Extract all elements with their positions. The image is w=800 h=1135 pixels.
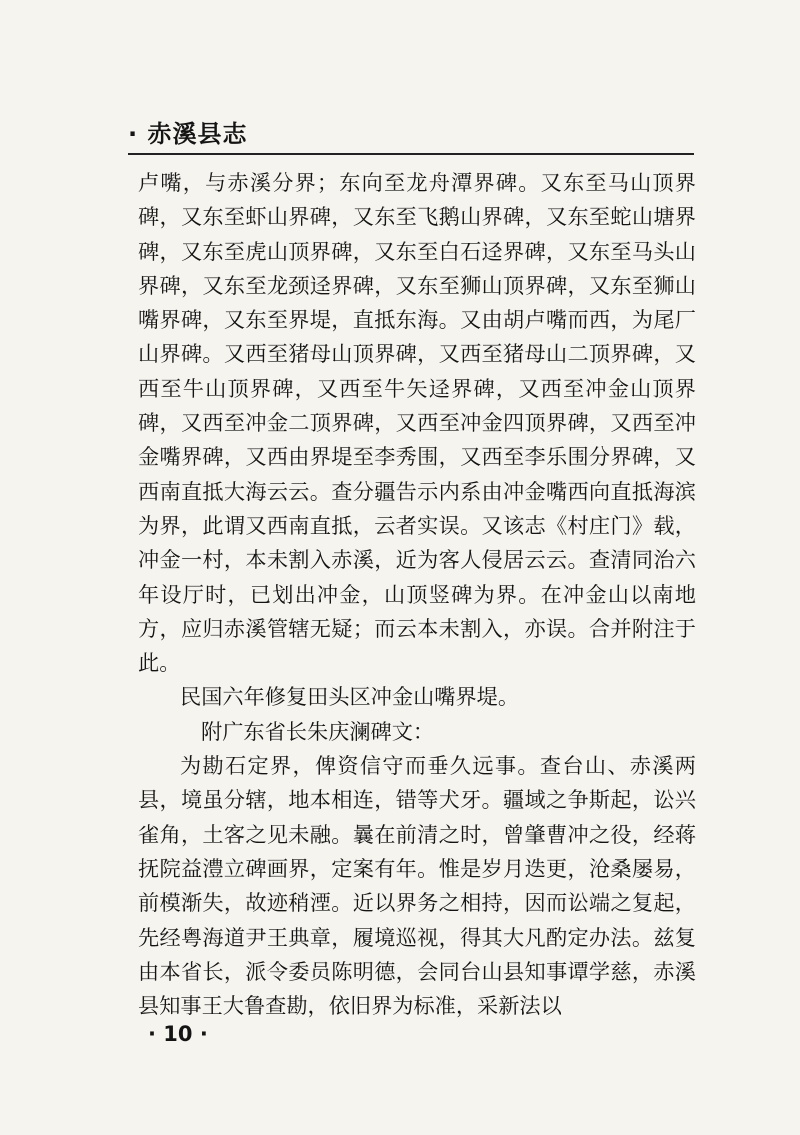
page-number: · 10 ·	[148, 1022, 208, 1046]
paragraph-stele-heading: 附广东省长朱庆澜碑文：	[201, 718, 435, 744]
header-title: · 赤溪县志	[128, 120, 248, 148]
body-text	[138, 166, 696, 1023]
paragraph-dike-repair: 民国六年修复田头区冲金山嘴界堤。	[180, 684, 520, 710]
paragraph-boundary-notes: 卢嘴，与赤溪分界；东向至龙舟潭界碑。又东至马山顶界碑，又东至虾山界碑，又东至飞鹅山界碑，又东至蛇山塘界碑，又东至虎山顶界碑，又东至白石迳界碑，又东至马头山界碑，又东至龙颈迳界碑，又东至狮山顶界碑，又东至狮山嘴界碑，又东至界堤，直抵东海。又由胡卢嘴而西，为尾厂山界碑。又西至猪母山顶界碑，又西至猪母山二顶界碑，又西至牛山顶界碑，又西至牛矢迳界碑，又西至冲金山顶界碑，又西至冲金二顶界碑，又西至冲金四顶界碑，又西至冲金嘴界碑，又西由界堤至李秀围，又西至李乐围分界碑，又西南直抵大海云云。查分疆告示内系由冲金嘴西向直抵海滨为界，此谓又西南直抵，云者实误。又该志《村庄门》载，冲金一村，本未割入赤溪，近为客人侵居云云。查清同治六年设厅时，已划出冲金，山顶竖碑为界。在冲金山以南地方，应归赤溪管辖无疑；而云本未割入，亦误。合并附注于此。	[138, 170, 696, 676]
header-rule	[128, 153, 694, 155]
paragraph-stele-text: 为勘石定界，俾资信守而垂久远事。查台山、赤溪两县，境虽分辖，地本相连，错等犬牙。疆域之争斯起，讼兴雀角，土客之见未融。曩在前清之时，曾肇曹冲之役，经蒋抚院益澧立碑画界，定案有年。惟是岁月迭更，沧桑屡易，前模渐失，故迹稍湮。近以界务之相持，因而讼端之复起，先经粤海道尹王典章，履境巡视，得其大凡酌定办法。兹复由本省长，派令委员陈明德，会同台山县知事谭学慈，赤溪县知事王大鲁查勘，依旧界为标准，采新法以	[138, 753, 696, 1019]
running-header	[128, 118, 696, 158]
